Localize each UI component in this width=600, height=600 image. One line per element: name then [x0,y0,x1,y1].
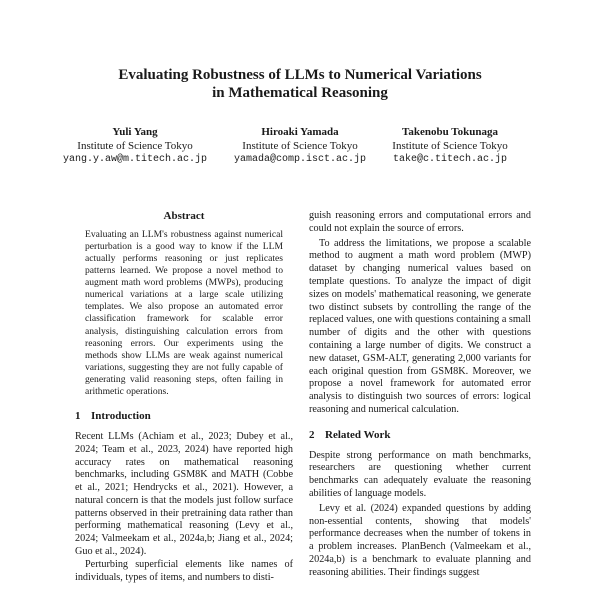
related-paragraph-2: Levy et al. (2024) expanded questions by adding non-essential contents, showing that models' performance decreases when the number of tokens in a problem increases. PlanBench (Valmeekam et al., 2024a,b) is a benchmark to evaluate planning and reasoning abilities. Their findings suggest [309,502,531,578]
intro-paragraph-continued: guish reasoning errors and computational errors and could not explain the source of errors. [309,210,531,234]
author-name: Takenobu Tokunaga [402,126,498,138]
right-column [309,210,531,580]
intro-paragraph-2: Perturbing superficial elements like names of individuals, types of items, and numbers to disti- [75,558,293,583]
author-email[interactable]: yamada@comp.isct.ac.jp [233,154,367,166]
author-affiliation: Institute of Science Tokyo [77,139,193,152]
section-number: 1 [75,410,81,423]
author-email[interactable]: yang.y.aw@m.titech.ac.jp [62,154,208,166]
author-name: Hiroaki Yamada [261,126,339,138]
author-affiliation: Institute of Science Tokyo [392,139,508,152]
section-title: Introduction [91,410,151,423]
intro-paragraph-1: Recent LLMs (Achiam et al., 2023; Dubey et al., 2024; Team et al., 2023, 2024) have reported high accuracy rates on mathematical reasoning benchmarks, including GSM8K and MATH (Cobbe et al., 2021; Hendrycks et al., 2021). However, a natural concern is that the models just follow surface patterns observed in their pretraining data rather than performing mathematical reasoning (Levy et al., 2024; Valmeekam et al., 2024a,b; Jiang et al., 2024; Guo et al., 2024). [75,430,293,558]
title-line-1: Evaluating Robustness of LLMs to Numerical Variations [118,67,482,83]
abstract-heading: Abstract [163,210,205,222]
author-name: Yuli Yang [112,126,158,138]
author-block-1 [55,126,215,167]
author-block-2 [220,126,380,167]
abstract-text [75,229,293,398]
left-column [75,210,293,584]
paper-title [60,66,540,102]
section-heading-related-work [309,429,531,442]
related-paragraph-1: Despite strong performance on math benchmarks, researchers are questioning whether current benchmarks can adequately evaluate the reasoning abilities of language models. [309,449,531,499]
section-title: Related Work [325,428,391,441]
author-email[interactable]: take@c.titech.ac.jp [392,154,508,166]
section-heading-introduction [75,410,293,423]
section-number: 2 [309,428,315,441]
author-block-3 [370,126,530,167]
intro-paragraph-limitations: To address the limitations, we propose a scalable method to augment a math word problem (MWP) dataset by changing numerical values based on template questions. To analyze the impact of digit sizes on models' mathematical reasoning, we generate two distinct subsets by controlling the range of the replaced values, one with questions containing a small number of digits and the other with questions containing a large number of digits. We construct a new dataset, GSM-ALT, generating 2,000 variants for each original question from GSM8K. Moreover, we propose a novel framework for automated error analysis to distinguish two sources of errors: logical reasoning and numerical calculation. [309,237,531,415]
author-affiliation: Institute of Science Tokyo [242,139,358,152]
abstract-paragraph: Evaluating an LLM's robustness against numerical perturbation is a good way to know if the LLM actually performs reasoning or just replicates patterns learned. We propose a novel method to augment math word problems (MWPs), producing numerical variations at a large scale utilizing templates. We also propose an automated error classification framework for scalable error analysis, distinguishing calculation errors from reasoning errors. Our experiments using the methods show LLMs are weak against numerical variations, suggesting they are not fully capable of generating valid reasoning steps, often failing in arithmetic operations. [85,228,283,398]
title-line-2: in Mathematical Reasoning [212,85,388,101]
